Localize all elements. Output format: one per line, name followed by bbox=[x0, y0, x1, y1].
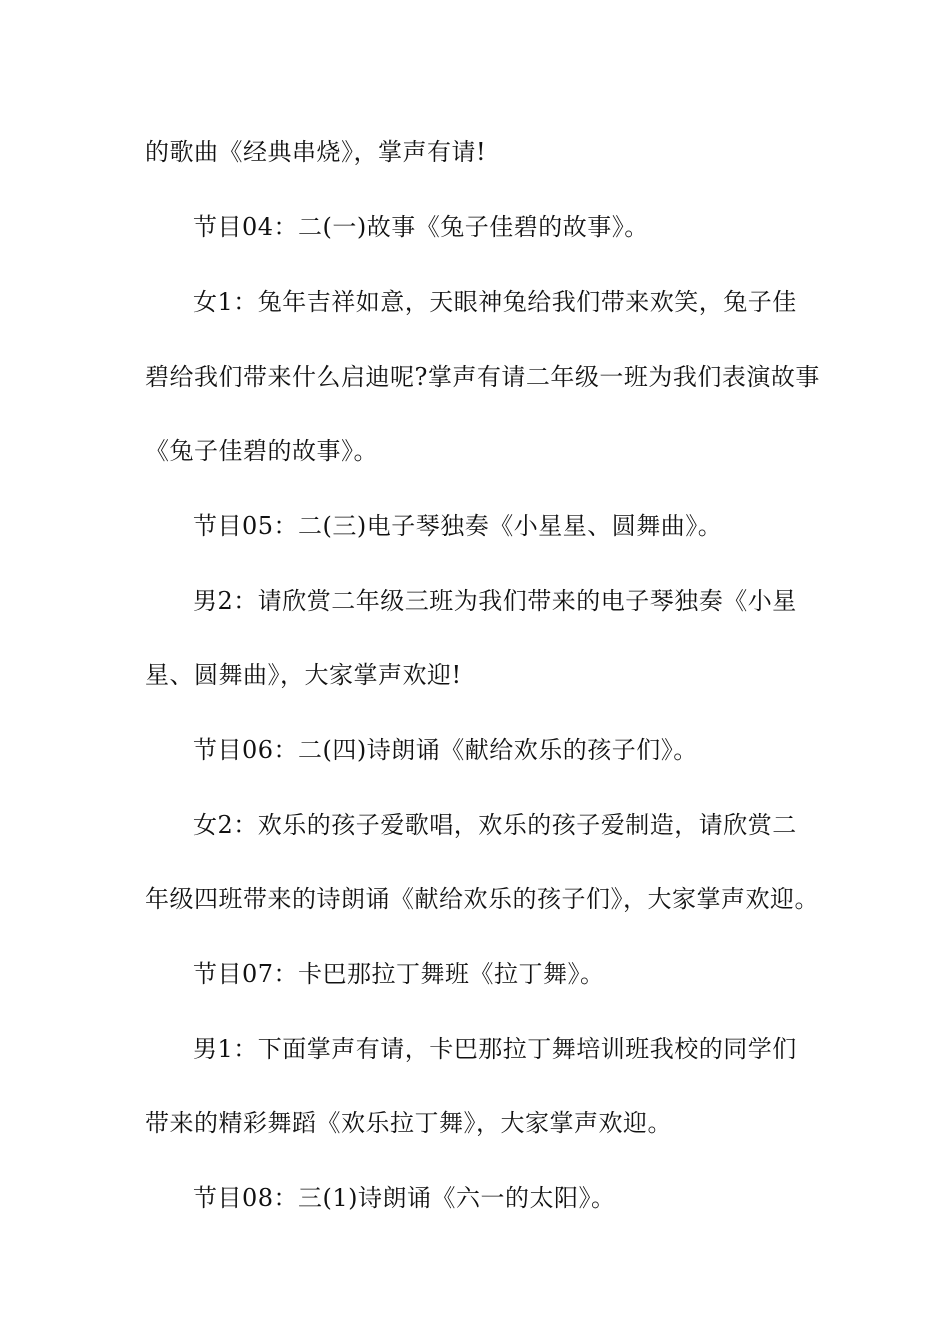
program-06-heading: 节目06：二(四)诗朗诵《献给欢乐的孩子们》。 bbox=[193, 736, 698, 764]
host-line: 女1：兔年吉祥如意，天眼神兔给我们带来欢笑，兔子佳 bbox=[193, 288, 797, 316]
text-line: 年级四班带来的诗朗诵《献给欢乐的孩子们》，大家掌声欢迎。 bbox=[145, 885, 819, 913]
text-line: 的歌曲《经典串烧》，掌声有请! bbox=[145, 138, 487, 166]
host-line: 男2：请欣赏二年级三班为我们带来的电子琴独奏《小星 bbox=[193, 587, 797, 615]
program-05-heading: 节目05：二(三)电子琴独奏《小星星、圆舞曲》。 bbox=[193, 512, 723, 540]
host-line: 女2：欢乐的孩子爱歌唱，欢乐的孩子爱制造，请欣赏二 bbox=[193, 811, 797, 839]
text-line: 带来的精彩舞蹈《欢乐拉丁舞》，大家掌声欢迎。 bbox=[145, 1109, 672, 1137]
program-04-heading: 节目04：二(一)故事《兔子佳碧的故事》。 bbox=[193, 213, 649, 241]
text-line: 星、圆舞曲》，大家掌声欢迎! bbox=[145, 661, 462, 689]
program-07-heading: 节目07：卡巴那拉丁舞班《拉丁舞》。 bbox=[193, 960, 605, 988]
text-line: 碧给我们带来什么启迪呢?掌声有请二年级一班为我们表演故事 bbox=[145, 363, 820, 391]
program-08-heading: 节目08：三(1)诗朗诵《六一的太阳》。 bbox=[193, 1184, 616, 1212]
text-line: 《兔子佳碧的故事》。 bbox=[145, 437, 378, 465]
host-line: 男1：下面掌声有请，卡巴那拉丁舞培训班我校的同学们 bbox=[193, 1035, 797, 1063]
